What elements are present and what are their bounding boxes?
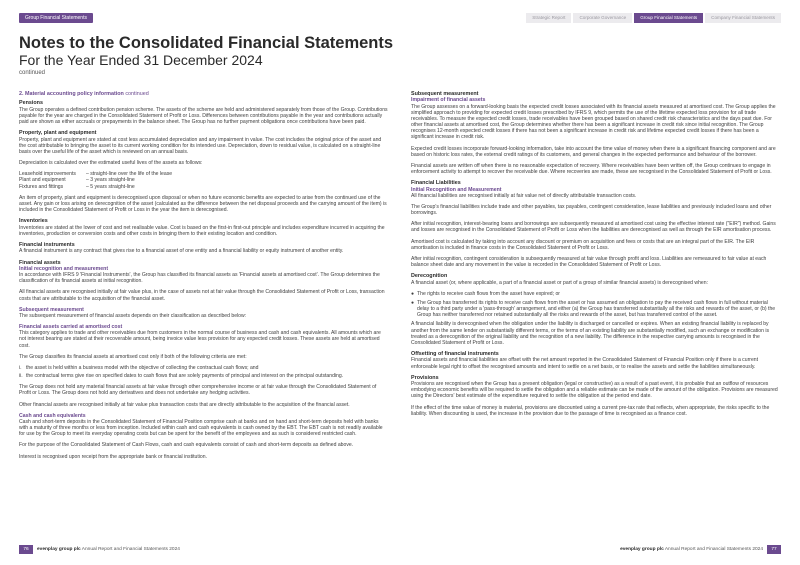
financial-liabilities-heading: Financial Liabilities	[411, 180, 461, 187]
page-title: Notes to the Consolidated Financial Statements	[19, 34, 394, 52]
left-footer-text: evenplay group plc Annual Report and Financial Statements 2024	[37, 547, 180, 552]
initial-recognition-subheading: Initial recognition and measurement	[19, 265, 109, 272]
criteria-item: i. the asset is held within a business model with the objective of collecting the contractual cash flows; and	[19, 364, 259, 371]
nav-tab-corporate-governance[interactable]: Corporate Governance	[573, 13, 632, 23]
top-bar	[0, 13, 800, 23]
provisions-text-1: Provisions are recognised when the Group has a present obligation (legal or constructive) as a result of a past event, it is probable that an outflow of resources embodying economic benefits will be required to settle the obligation and a reliable estimate can be made of the amount of the obligation. Provisions are measured using the Directors' best estimate of the expenditure required to settle the obligation at the period end date.	[411, 381, 778, 400]
nav-tab-strategic-report[interactable]: Strategic Report	[526, 13, 571, 23]
derecognition-list	[411, 291, 781, 319]
footer	[0, 545, 800, 555]
left-page-number: 76	[19, 545, 33, 554]
derecognition-item: ● The Group has transferred its rights to receive cash flows from the asset or has assumed an obligation to pay the received cash flows in full without material delay to a third party under a 'pass-through' arrangement, and either (a) the Group has transferred substantially all the risks and rewards of the asset, or (b) the Group has neither transferred nor retained substantially all the risks and rewards of the asset, but has transferred control of the asset.	[411, 299, 776, 319]
depreciation-row: Leasehold improvements – straight-line over the life of the lease	[19, 171, 173, 178]
liabilities-text-5: After initial recognition, contingent consideration is subsequently measured at fair value through profit and loss. Liabilities are remeasured to fair value at each balance sheet date and any movement in the value is recorded in the Consolidated Statement of Profit or Loss.	[411, 255, 767, 269]
derecognition-text-2: A financial liability is derecognised when the obligation under the liability is discharged or cancelled or expires. When an existing financial liability is replaced by another from the same lender on substantially different terms, or the terms of an existing liability are substantially modified, such an exchange or modification is treated as a derecognition of the original liability and the recognition of a new liability. The difference in the respective carrying amounts is recognised in the Consolidated Statement of Profit or Loss.	[411, 321, 770, 346]
left-column	[19, 91, 389, 465]
impairment-subheading: Impairment of financial assets	[411, 97, 486, 104]
cash-subheading: Cash and cash equivalents	[19, 412, 86, 419]
right-footer-text: evenplay group plc Annual Report and Financial Statements 2024	[620, 547, 763, 552]
liabilities-text-2: The Group's financial liabilities include trade and other payables, tax payables, contingent consideration, lease liabilities and previously included loans and other borrowings.	[411, 203, 772, 217]
section-tag: Group Financial Statements	[19, 13, 93, 23]
subsequent-measurement-subheading: Subsequent measurement	[19, 306, 84, 313]
ppe-heading: Property, plant and equipment	[19, 130, 97, 137]
amortised-cost-subheading: Financial assets carried at amortised cost	[19, 324, 123, 331]
nav-tab-group-financial-statements[interactable]: Group Financial Statements	[634, 13, 703, 23]
derecognition-heading: Derecognition	[411, 273, 448, 280]
derecognition-item: ● The rights to receive cash flows from the asset have expired; or	[411, 290, 560, 297]
ppe-text-1: Property, plant and equipment are stated at cost less accumulated depreciation and any impairment in value. The cost includes the original price of the asset and the cost attributable to bringing the asset to its current working condition for its intended use. Depreciation, down to residual value, is calculated on a straight-line basis over the useful life of the asset which is reviewed on an annual basis.	[19, 136, 382, 155]
subsequent-measurement-heading: Subsequent measurement	[411, 91, 479, 97]
impairment-text-1: The Group assesses on a forward-looking basis the expected credit losses associated with its financial assets measured at amortised cost. The Group applies the simplified approach to providing for expected credit losses prescribed by IFRS 9, which permits the use of the lifetime expected loss provision for all trade receivables. To measure the expected credit losses, trade receivables have been grouped based on shared credit risk characteristics and the days past due. For other financial assets at amortised cost, the Group determines whether there has been a significant increase in credit risk since initial recognition. The Group recognises 12-month expected credit losses if there has not been a significant increase in credit risk and lifetime expected credit losses if there has been a significant increase in credit risk.	[411, 103, 776, 141]
cash-text-2: For the purpose of the Consolidated Statement of Cash Flows, cash and cash equivalents consist of cash and short-term deposits as defined above.	[19, 442, 354, 449]
liabilities-text-3: After initial recognition, interest-bearing loans and borrowings are subsequently measured at amortised cost using the effective interest rate ("EIR") method. Gains and losses are recognised in the Consolidated Statement of Profit or Loss when the liabilities are derecognised as well as through the EIR amortisation process.	[411, 221, 776, 234]
derecognition-text: A financial asset (or, where applicable, a part of a financial asset or part of a group of similar financial assets) is derecognised when:	[411, 279, 709, 286]
right-page-number: 77	[767, 545, 781, 554]
provisions-text-2: If the effect of the time value of money is material, provisions are discounted using a current pre-tax rate that reflects, when appropriate, the risks specific to the liability. When discounting is used, the increase in the provision due to the passage of time is recognised as a finance cost.	[411, 404, 770, 417]
inventories-text: Inventories are stated at the lower of cost and net realisable value. Cost is based on the first-in first-out principle and includes expenditure incurred in acquiring the inventories, production or conversion costs and other costs in bringing them to their existing location and condition.	[19, 224, 385, 237]
provisions-heading: Provisions	[411, 374, 439, 381]
continued-label: continued	[19, 70, 46, 76]
liabilities-text-1: All financial liabilities are recognised initially at fair value net of directly attributable transaction costs.	[411, 192, 637, 199]
depreciation-row: Plant and equipment – 3 years straight-line	[19, 177, 135, 184]
criteria-item: ii. the contractual terms give rise on specified dates to cash flows that are solely payments of principal and interest on the principal outstanding.	[19, 373, 344, 380]
note-heading: 2. Material accounting policy information continued	[19, 91, 149, 97]
ppe-text-2: Depreciation is calculated over the estimated useful lives of the assets as follows:	[19, 160, 203, 167]
impairment-text-3: Financial assets are written off when there is no reasonable expectation of recovery. Where receivables have been written off, the Group continues to engage in enforcement activity to attempt to recover the receivable due. Where recoveries are made, these are recognised in the Consolidated Statement of Profit or Loss.	[411, 162, 772, 176]
financial-instruments-heading: Financial instruments	[19, 241, 75, 248]
inventories-heading: Inventories	[19, 218, 48, 225]
financial-assets-text-2: All financial assets are recognised initially at fair value plus, in the case of assets not at fair value through the Consolidated Statement of Profit or Loss, transaction costs that are attributable to the acquisition of the financial asset.	[19, 289, 385, 302]
subsequent-measurement-text: The subsequent measurement of financial assets depends on their classification as described below:	[19, 312, 247, 319]
pensions-heading: Pensions	[19, 100, 43, 107]
financial-assets-heading: Financial assets	[19, 259, 61, 266]
offsetting-heading: Offsetting of financial instruments	[411, 351, 499, 357]
depreciation-row: Fixtures and fittings – 5 years straight-line	[19, 183, 135, 190]
liabilities-text-4: Amortised cost is calculated by taking into account any discount or premium on acquisition and fees or costs that are an integral part of the EIR. The EIR amortisation is included in finance costs in the Consolidated Statement of Profit or Loss.	[411, 238, 755, 251]
criteria-list	[19, 365, 389, 379]
financial-assets-text-1: In accordance with IFRS 9 'Financial Instruments', the Group has classified its financial assets as 'Financial assets at amortised cost'. The Group determines the classification of its financial assets at initial recognition.	[19, 272, 380, 285]
cash-text-1: Cash and short-term deposits in the Consolidated Statement of Financial Position comprise cash at banks and on hand and short-term deposits held with banks with a maturity of three months or less from inception. Included within cash and cash equivalents is cash owned by the EBT. The EBT cash is not readily available for use by the Group to meet its everyday operating costs but can be spent for the benefit of the employees and as such is considered restricted cash.	[19, 418, 383, 438]
financial-instruments-text: A financial instrument is any contract that gives rise to a financial asset of one entity and a financial liability or equity instrument of another entity.	[19, 248, 344, 255]
right-column	[411, 91, 781, 422]
nav-tab-company-financial-statements[interactable]: Company Financial Statements	[705, 13, 781, 23]
bullet-icon: ●	[411, 299, 415, 306]
page-subtitle: For the Year Ended 31 December 2024	[19, 52, 263, 68]
impairment-text-2: Expected credit losses incorporate forward-looking information, take into account the time value of money when there is a significant financing component and are based on historic loss rates, the external credit ratings of its customers, and general changes in the expected performance and behaviour of the borrower.	[411, 145, 776, 158]
amortised-cost-text-4: Other financial assets are recognised initially at fair value plus transaction costs that are directly attributable to the acquisition of the financial asset.	[19, 401, 350, 408]
pensions-text: The Group operates a defined contribution pension scheme. The assets of the scheme are held and administered separately from those of the Group. Contributions payable for the year are charged in the Consolidated Statement of Profit or Loss. Differences between contributions payable in the year and contributions actually paid are shown as either accruals or prepayments in the balance sheet. The Group has no further payment obligations once contributions have been paid.	[19, 106, 388, 126]
amortised-cost-text-2: The Group classifies its financial assets at amortised cost only if both of the following criteria are met:	[19, 353, 247, 360]
depreciation-list	[19, 171, 389, 189]
offsetting-text: Financial assets and financial liabilities are offset with the net amount reported in the Consolidated Statement of Financial Position only if there is a current enforceable legal right to offset the recognised amounts and intent to settle on a net basis, or to realise the assets and settle the liabilities simultaneously.	[411, 357, 759, 370]
liabilities-recognition-subheading: Initial Recognition and Measurement	[411, 186, 502, 193]
page-heading	[19, 34, 393, 77]
bullet-icon: ●	[411, 290, 415, 297]
section-nav	[526, 13, 781, 23]
amortised-cost-text-3: The Group does not hold any material financial assets at fair value through other comprehensive income or at fair value through the Consolidated Statement of Profit or Loss. The Group does not hold any derivatives and does not undertake any hedging activities.	[19, 384, 377, 397]
ppe-text-3: An item of property, plant and equipment is derecognised upon disposal or when no future economic benefits are expected to arise from the continued use of the asset. Any gain or loss arising on derecognition of the asset (calculated as the difference between the net disposal proceeds and the carrying amount of the item) is included in the Consolidated Statement of Profit or Loss in the year the item is derecognised.	[19, 194, 387, 214]
amortised-cost-text-1: This category applies to trade and other receivables due from customers in the normal course of business and cash and cash equivalents. All amounts which are not interest bearing are stated at their recoverable amount, being invoice value less provision for any expected credit losses. These assets are held at amortised cost.	[19, 330, 381, 349]
cash-text-3: Interest is recognised upon receipt from the appropriate bank or financial institution.	[19, 453, 208, 460]
